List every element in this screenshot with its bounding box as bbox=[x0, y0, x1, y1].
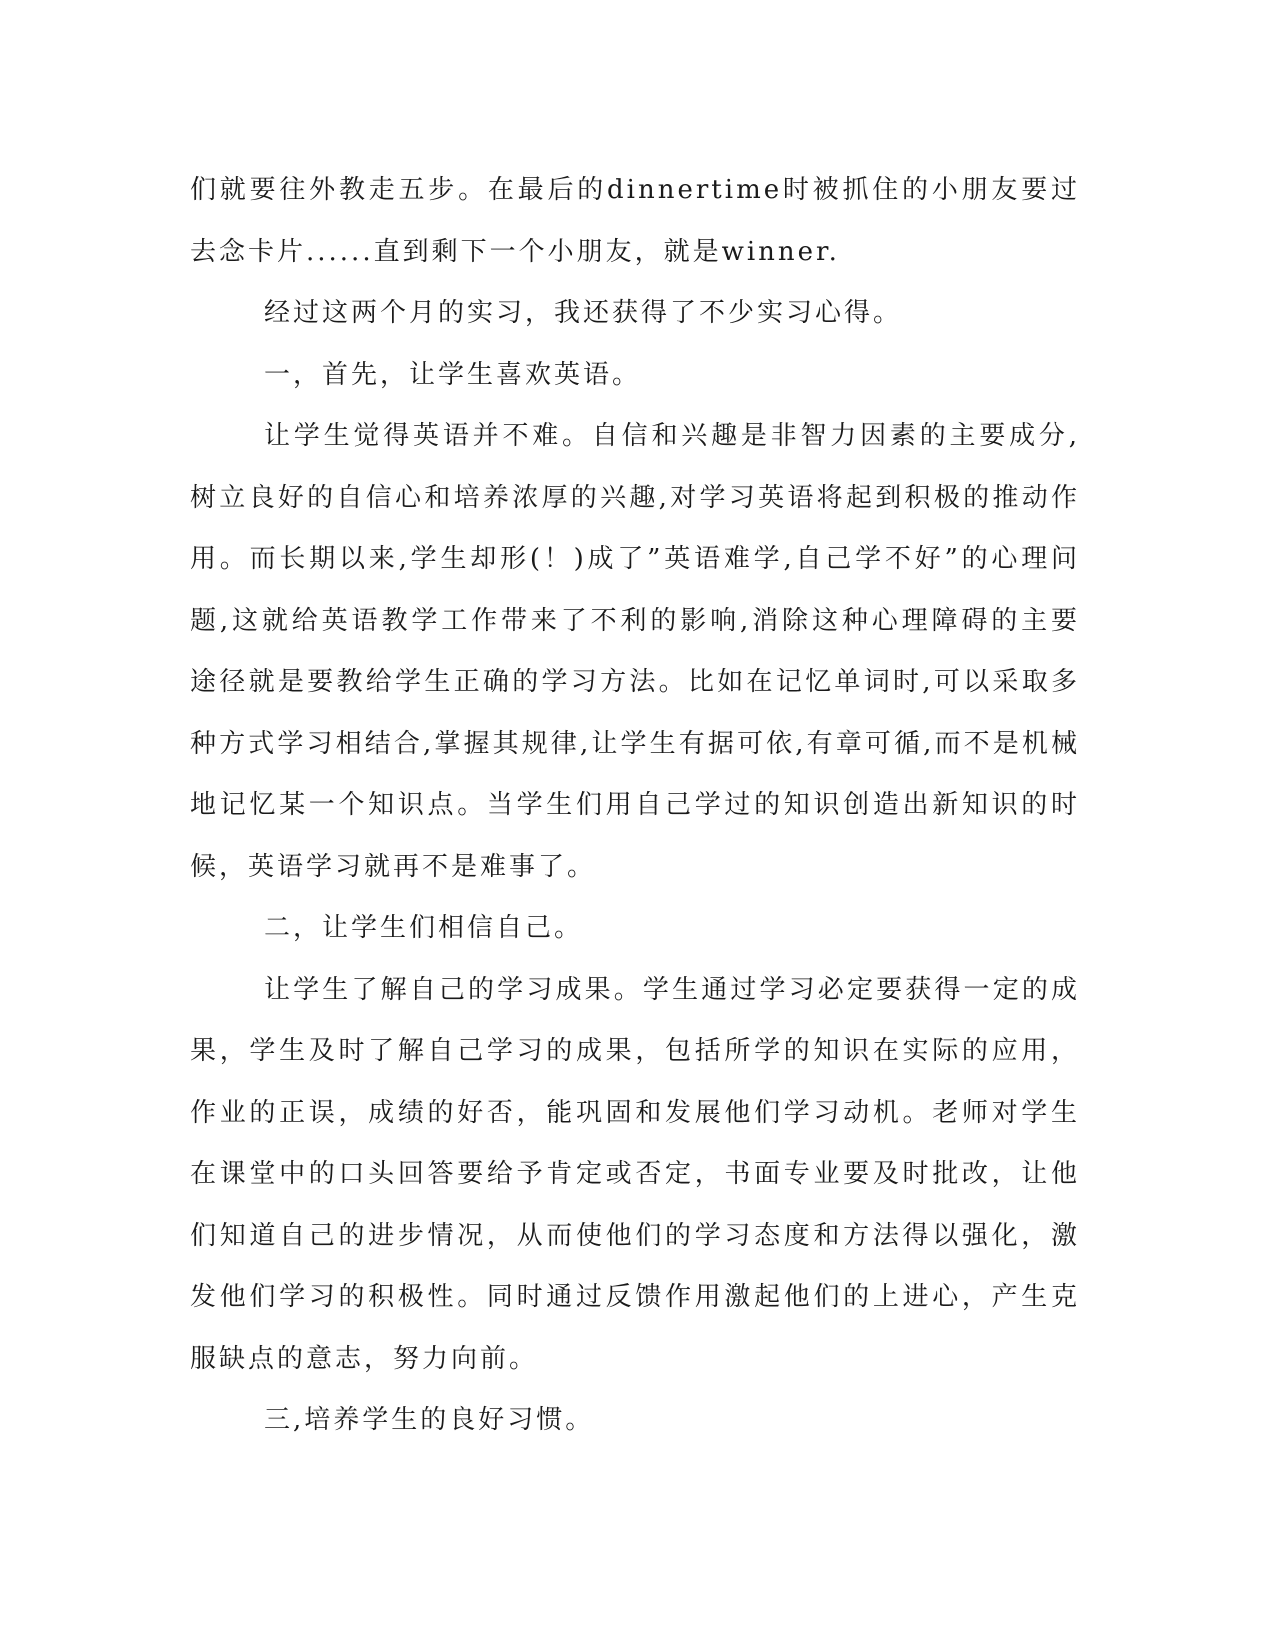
paragraph-summary-intro: 经过这两个月的实习，我还获得了不少实习心得。 bbox=[264, 298, 903, 328]
document-body bbox=[190, 160, 1080, 1452]
paragraph-section-1-body: 让学生觉得英语并不难。自信和兴趣是非智力因素的主要成分,树立良好的自信心和培养浓厚的兴趣,对学习英语将起到积极的推动作用。而长期以来,学生却形(！)成了”英语难学,自己学不好”的心理问题,这就给英语教学工作带来了不利的影响,消除这种心理障碍的主要途径就是要教给学生正确的学习方法。比如在记忆单词时,可以采取多种方式学习相结合,掌握其规律,让学生有据可依,有章可循,而不是机械地记忆某一个知识点。当学生们用自己学过的知识创造出新知识的时候，英语学习就再不是难事了。 bbox=[190, 421, 1080, 882]
section-heading-2: 二，让学生们相信自己。 bbox=[264, 913, 584, 943]
section-heading-3: 三,培养学生的良好习惯。 bbox=[264, 1405, 595, 1435]
paragraph-continuation: 们就要往外教走五步。在最后的dinnertime时被抓住的小朋友要过去念卡片......直到剩下一个小朋友，就是winner. bbox=[190, 175, 1080, 267]
section-heading-1: 一，首先，让学生喜欢英语。 bbox=[264, 359, 642, 390]
paragraph-section-2-body: 让学生了解自己的学习成果。学生通过学习必定要获得一定的成果，学生及时了解自己学习的成果，包括所学的知识在实际的应用，作业的正误，成绩的好否，能巩固和发展他们学习动机。老师对学生在课堂中的口头回答要给予肯定或否定，书面专业要及时批改，让他们知道自己的进步情况，从而使他们的学习态度和方法得以强化，激发他们学习的积极性。同时通过反馈作用激起他们的上进心，产生克服缺点的意志，努力向前。 bbox=[190, 974, 1080, 1374]
